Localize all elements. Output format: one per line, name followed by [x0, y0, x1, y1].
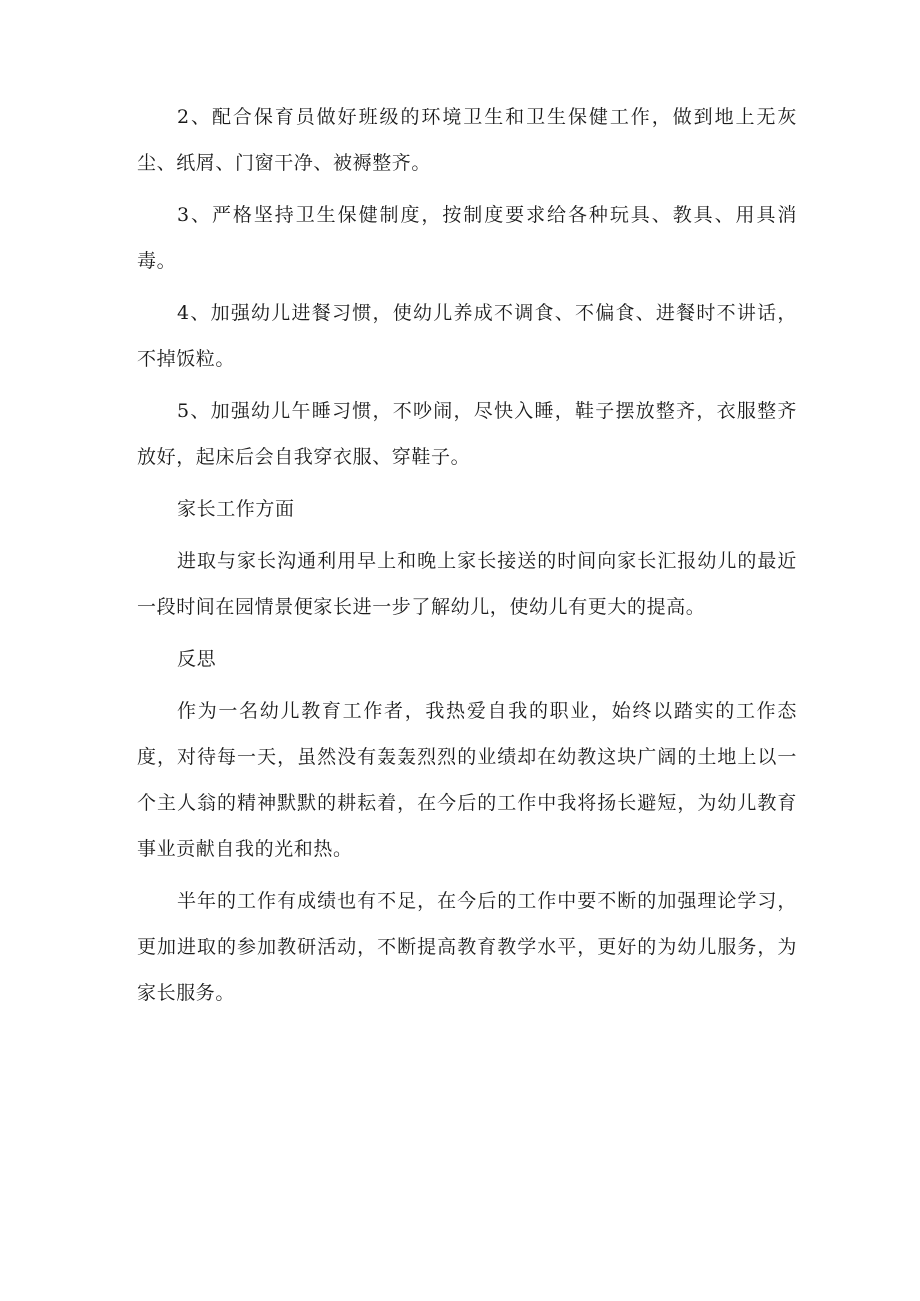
paragraph-reflection: 作为一名幼儿教育工作者，我热爱自我的职业，始终以踏实的工作态度，对待每一天，虽然没有轰轰烈烈的业绩却在幼教这块广阔的土地上以一个主人翁的精神默默的耕耘着，在今后的工作中我将扬长避短，为幼儿教育事业贡献自我的光和热。 — [137, 700, 797, 860]
section-heading-reflection: 反思 — [177, 648, 217, 670]
section-heading-parents: 家长工作方面 — [177, 498, 295, 520]
paragraph-hygiene: 2、配合保育员做好班级的环境卫生和卫生保健工作，做到地上无灰尘、纸屑、门窗干净、被褥整齐。 — [137, 106, 797, 174]
paragraph-disinfection: 3、严格坚持卫生保健制度，按制度要求给各种玩具、教具、用具消毒。 — [137, 204, 797, 272]
paragraph-nap-habits: 5、加强幼儿午睡习惯，不吵闹，尽快入睡，鞋子摆放整齐，衣服整齐放好，起床后会自我穿衣服、穿鞋子。 — [137, 400, 797, 468]
paragraph-parent-communication: 进取与家长沟通利用早上和晚上家长接送的时间向家长汇报幼儿的最近一段时间在园情景便家长进一步了解幼儿，使幼儿有更大的提高。 — [137, 550, 797, 618]
paragraph-eating-habits: 4、加强幼儿进餐习惯，使幼儿养成不调食、不偏食、进餐时不讲话，不掉饭粒。 — [137, 302, 797, 370]
document-body — [137, 94, 797, 1022]
paragraph-summary: 半年的工作有成绩也有不足，在今后的工作中要不断的加强理论学习，更加进取的参加教研活动，不断提高教育教学水平，更好的为幼儿服务，为家长服务。 — [137, 890, 797, 1004]
